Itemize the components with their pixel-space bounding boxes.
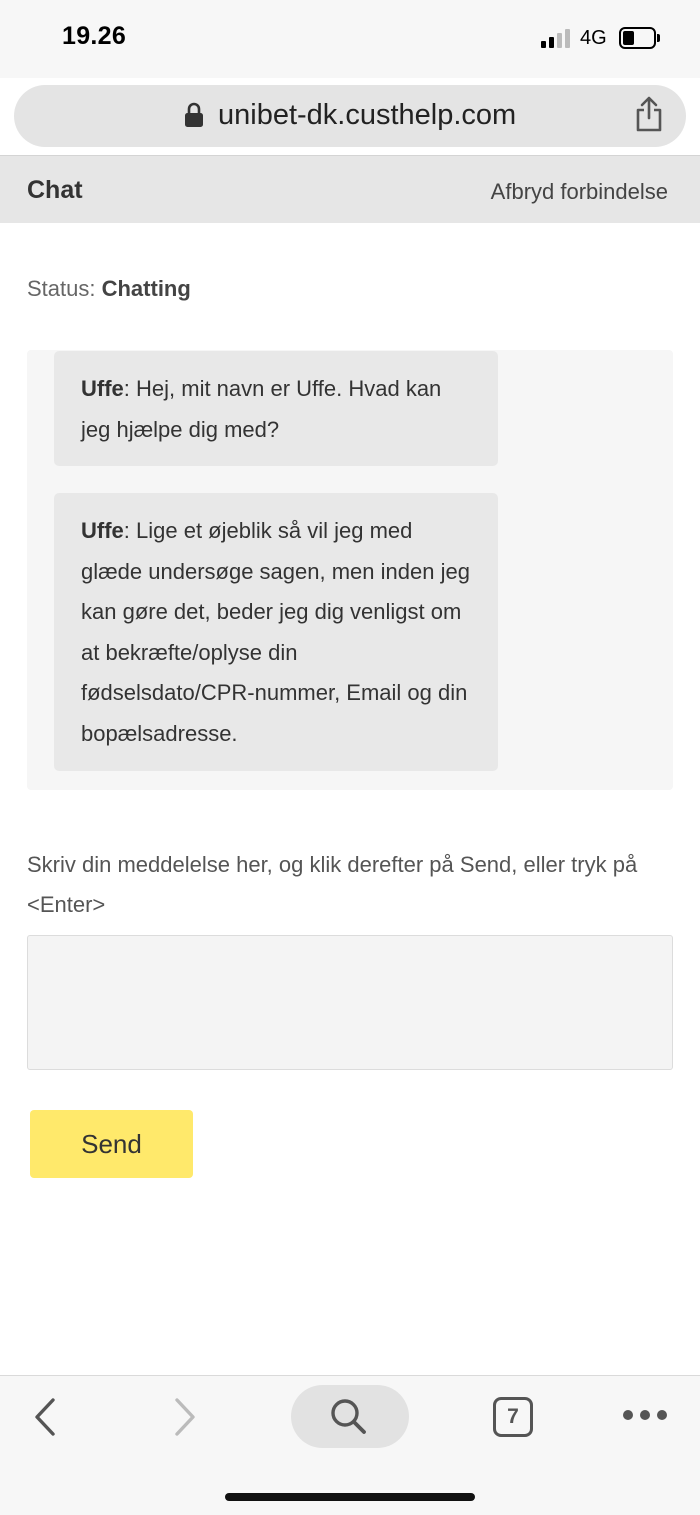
input-instructions: Skriv din meddelelse her, og klik derefter på Send, eller tryk på <Enter> [27,852,638,917]
signal-icon [541,29,573,48]
status-value: Chatting [101,276,191,301]
chat-status [27,276,191,302]
status-label: Status: [27,276,96,301]
message-sender: Uffe [81,376,124,401]
tabs-icon[interactable]: 7 [493,1397,533,1437]
network-type: 4G [580,27,607,49]
battery-icon [619,27,660,49]
disconnect-link[interactable]: Afbryd forbindelse [490,179,668,204]
url-text[interactable]: unibet-dk.custhelp.com [218,99,517,131]
home-indicator [225,1493,475,1501]
message-text: : Hej, mit navn er Uffe. Hvad kan jeg hjælpe dig med? [81,376,442,442]
lock-icon [184,102,204,128]
chat-message [54,351,498,466]
search-icon [328,1397,370,1437]
status-time: 19.26 [62,22,127,50]
more-icon[interactable] [622,1408,668,1422]
message-input[interactable] [27,935,673,1070]
chat-title: Chat [27,176,83,204]
search-button[interactable] [291,1385,409,1448]
share-icon[interactable] [634,96,664,132]
chat-message [54,493,498,771]
message-text: : Lige et øjeblik så vil jeg med glæde undersøge sagen, men inden jeg kan gøre det, beder jeg dig venligst om at bekræfte/oplyse din fødselsdato/CPR-nummer, Email og din bopælsadresse. [81,518,470,746]
forward-icon[interactable] [170,1396,200,1438]
back-icon[interactable] [30,1396,60,1438]
send-button[interactable]: Send [30,1110,193,1178]
message-sender: Uffe [81,518,124,543]
